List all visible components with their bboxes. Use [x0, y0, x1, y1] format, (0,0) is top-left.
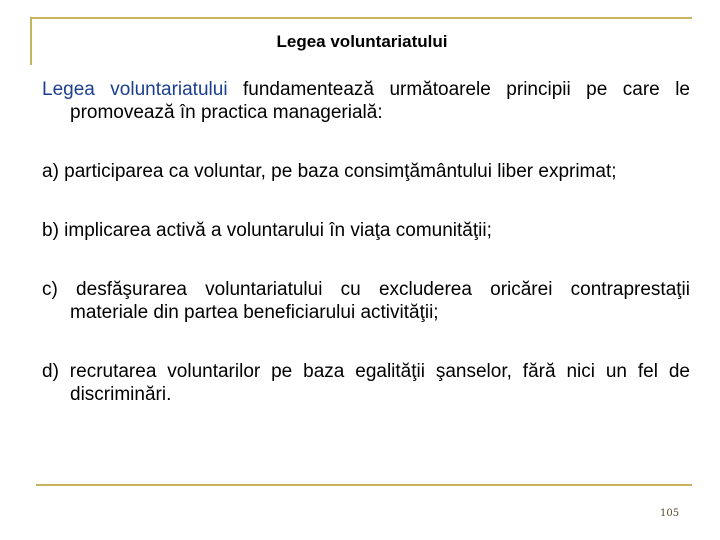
intro-highlight: Legea voluntariatului — [42, 79, 228, 100]
principle-item-c: c) desfăşurarea voluntariatului cu excluderea oricărei contraprestaţii materiale din partea beneficiarului activităţii; — [42, 279, 690, 323]
principle-item-b: b) implicarea activă a voluntarului în viaţa comunităţii; — [42, 220, 492, 241]
slide-title: Legea voluntariatului — [276, 32, 448, 51]
principle-item-a: a) participarea ca voluntar, pe baza consimţământului liber exprimat; — [42, 161, 617, 182]
page-number: 105 — [660, 508, 680, 519]
intro-paragraph — [42, 78, 690, 124]
principle-item-d: d) recrutarea voluntarilor pe baza egalităţii şanselor, fără nici un fel de discriminări. — [42, 361, 690, 405]
slide-content — [42, 78, 690, 442]
title-top-rule — [30, 17, 692, 19]
intro-rest: fundamentează următoarele principii pe care le promovează în practica managerială: — [70, 79, 690, 123]
footer-rule — [36, 484, 692, 486]
